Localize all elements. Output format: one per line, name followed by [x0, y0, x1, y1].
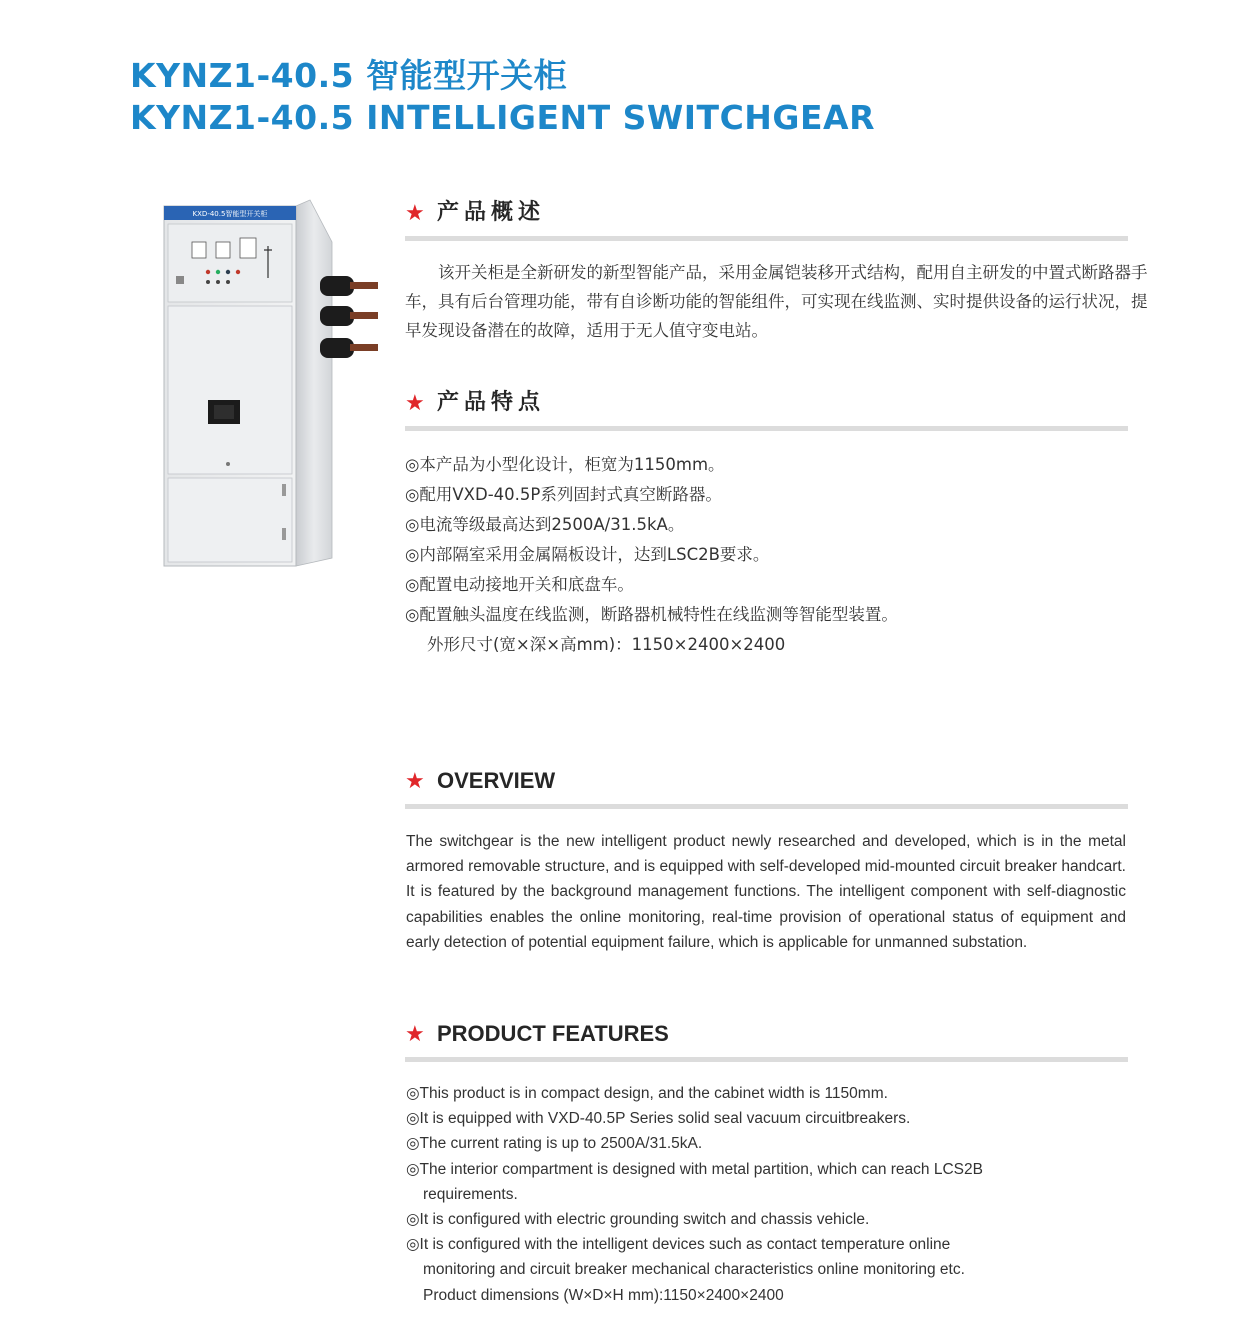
list-item: ◎本产品为小型化设计，柜宽为1150mm。	[405, 455, 725, 474]
list-item: ◎It is configured with the intelligent devices such as contact temperature online	[406, 1236, 951, 1254]
list-item: ◎It is equipped with VXD-40.5P Series solid seal vacuum circuitbreakers.	[406, 1110, 911, 1128]
page-title-cn: KYNZ1-40.5 智能型开关柜	[130, 56, 568, 95]
cabinet-label: KXD-40.5智能型开关柜	[192, 210, 268, 218]
list-item: ◎配用VXD-40.5P系列固封式真空断路器。	[405, 485, 722, 504]
bushing-icon	[320, 276, 378, 358]
star-icon: ★	[405, 768, 425, 793]
divider	[405, 804, 1128, 809]
switchgear-cabinet-image	[160, 198, 390, 570]
list-item: ◎电流等级最高达到2500A/31.5kA。	[405, 515, 685, 534]
list-item: ◎配置触头温度在线监测，断路器机械特性在线监测等智能型装置。	[405, 605, 898, 624]
dimensions-text: Product dimensions (W×D×H mm):1150×2400×2400	[423, 1286, 784, 1304]
cn-features-list	[405, 450, 898, 660]
dimensions-text: 外形尺寸(宽×深×高mm)：1150×2400×2400	[427, 635, 786, 654]
divider	[405, 1057, 1128, 1062]
page-title-en: KYNZ1-40.5 INTELLIGENT SWITCHGEAR	[130, 98, 875, 137]
list-item: ◎It is configured with electric grounding switch and chassis vehicle.	[406, 1211, 870, 1229]
star-icon: ★	[405, 200, 425, 225]
list-item: ◎内部隔室采用金属隔板设计，达到LSC2B要求。	[405, 545, 770, 564]
list-item-continuation: requirements.	[423, 1185, 518, 1203]
list-item: ◎The current rating is up to 2500A/31.5kA.	[406, 1135, 703, 1153]
list-item: ◎The interior compartment is designed with metal partition, which can reach LCS2B	[406, 1160, 983, 1178]
divider	[405, 426, 1128, 431]
list-item: ◎This product is in compact design, and the cabinet width is 1150mm.	[406, 1085, 888, 1102]
star-icon: ★	[405, 390, 425, 415]
divider	[405, 236, 1128, 241]
en-overview-text: The switchgear is the new intelligent product newly researched and developed, which is in the metal armored removable structure, and is equipped with self-developed mid-mounted circuit breaker handcart. It is featured by the background management functions. The intelligent component with self-diagnostic capabilities enables the online monitoring, real-time provision of operational status of equipment and early detection of potential equipment failure, which is applicable for unmanned substation.	[406, 833, 1126, 951]
en-features-list	[406, 1081, 983, 1308]
list-item-continuation: monitoring and circuit breaker mechanical characteristics online monitoring etc.	[423, 1261, 965, 1279]
list-item: ◎配置电动接地开关和底盘车。	[405, 575, 634, 594]
star-icon: ★	[405, 1021, 425, 1046]
cn-overview-text: 该开关柜是全新研发的新型智能产品，采用金属铠装移开式结构，配用自主研发的中置式断路器手车，具有后台管理功能，带有自诊断功能的智能组件，可实现在线监测、实时提供设备的运行状况，提早发现设备潜在的故障，适用于无人值守变电站。	[405, 263, 1148, 340]
